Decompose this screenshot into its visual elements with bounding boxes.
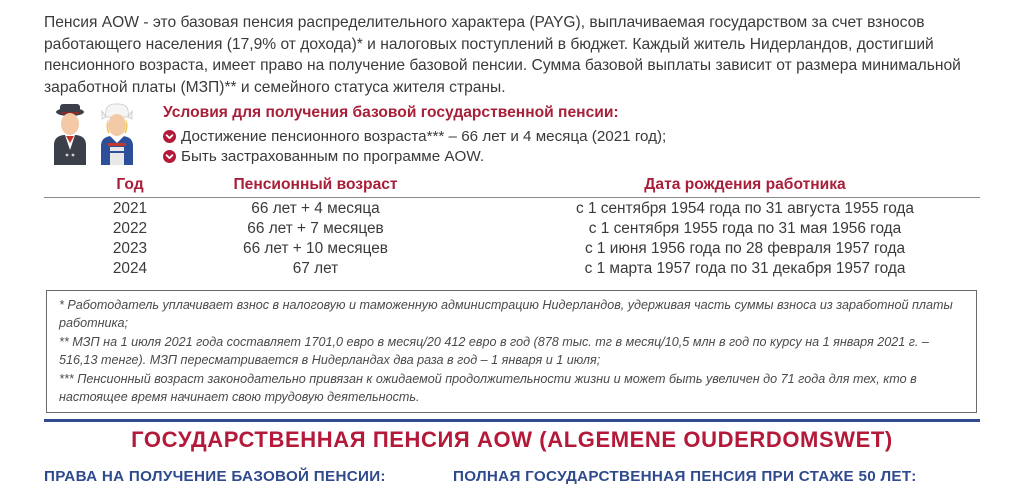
table-body — [44, 198, 980, 279]
column-header-age: Пенсионный возраст — [233, 176, 398, 193]
retirement-age-table — [44, 174, 980, 279]
cell-birthdate: с 1 июня 1956 года по 28 февраля 1957 года — [584, 240, 906, 257]
table-row — [44, 199, 980, 219]
cell-age: 66 лет + 4 месяца — [251, 200, 380, 217]
column-header-year: Год — [116, 176, 144, 193]
table-header — [44, 174, 980, 198]
footnotes-box — [46, 290, 977, 413]
cell-age: 66 лет + 7 месяцев — [247, 220, 384, 237]
cell-year: 2021 — [112, 200, 148, 217]
table-row — [44, 239, 980, 259]
section-divider — [44, 419, 980, 422]
conditions-list — [163, 126, 666, 166]
left-subheading: ПРАВА НА ПОЛУЧЕНИЕ БАЗОВОЙ ПЕНСИИ: — [44, 468, 386, 485]
cell-age: 66 лет + 10 месяцев — [243, 240, 388, 257]
column-header-birthdate: Дата рождения работника — [644, 176, 846, 193]
section-title: ГОСУДАРСТВЕННАЯ ПЕНСИЯ AOW (ALGEMENE OUDERDOMSWET) — [131, 427, 893, 452]
footnote-3: *** Пенсионный возраст законодательно привязан к ожидаемой продолжительности жизни и может быть увеличен до 71 года для тех, кто в настоящее время начинает свою трудовую деятельность. — [59, 371, 917, 405]
footnote-2: ** МЗП на 1 июля 2021 года составляет 1701,0 евро в месяц/20 412 евро в год (878 тыс. тг в месяц/10,5 млн в год по курсу на 1 января 2021 г. – 516,13 тенге). МЗП пересматривается в Нидерландах два раза в год – 1 января и 1 июля; — [59, 334, 929, 368]
intro-paragraph: Пенсия AOW - это базовая пенсия распределительного характера (PAYG), выплачиваемая государством за счет взносов работающего населения (17,9% от дохода)* и налоговых поступлений в бюджет. Каждый житель Нидерландов, достигший пенсионного возраста, имеет право на получение базовой пенсии. Сумма базовой выплаты зависит от размера минимальной заработной платы (МЗП)** и семейного статуса жителя страны. — [44, 14, 961, 96]
cell-birthdate: с 1 сентября 1955 года по 31 мая 1956 года — [588, 220, 902, 237]
cell-birthdate: с 1 марта 1957 года по 31 декабря 1957 года — [584, 260, 906, 277]
conditions-title: Условия для получения базовой государственной пенсии: — [163, 104, 619, 121]
cell-age: 67 лет — [292, 260, 339, 277]
cell-year: 2022 — [112, 220, 148, 237]
right-subheading: ПОЛНАЯ ГОСУДАРСТВЕННАЯ ПЕНСИЯ ПРИ СТАЖЕ 50 ЛЕТ: — [453, 468, 917, 485]
condition-item — [163, 146, 666, 166]
table-row — [44, 259, 980, 279]
cell-year: 2023 — [112, 240, 148, 257]
table-row — [44, 219, 980, 239]
chevron-circle-down-icon — [163, 130, 176, 143]
condition-item — [163, 126, 666, 146]
cell-year: 2024 — [112, 260, 148, 277]
footnote-1: * Работодатель уплачивает взнос в налоговую и таможенную администрацию Нидерландов, удерживая часть суммы взноса из заработной платы работника; — [59, 298, 953, 331]
chevron-circle-down-icon — [163, 150, 176, 163]
dutch-couple-icon — [44, 103, 152, 165]
cell-birthdate: с 1 сентября 1954 года по 31 августа 1955 года — [576, 200, 914, 217]
condition-label: Достижение пенсионного возраста*** – 66 лет и 4 месяца (2021 год); — [181, 127, 667, 145]
dutch-couple-illustration — [44, 103, 152, 165]
condition-label: Быть застрахованным по программе AOW. — [181, 147, 485, 165]
